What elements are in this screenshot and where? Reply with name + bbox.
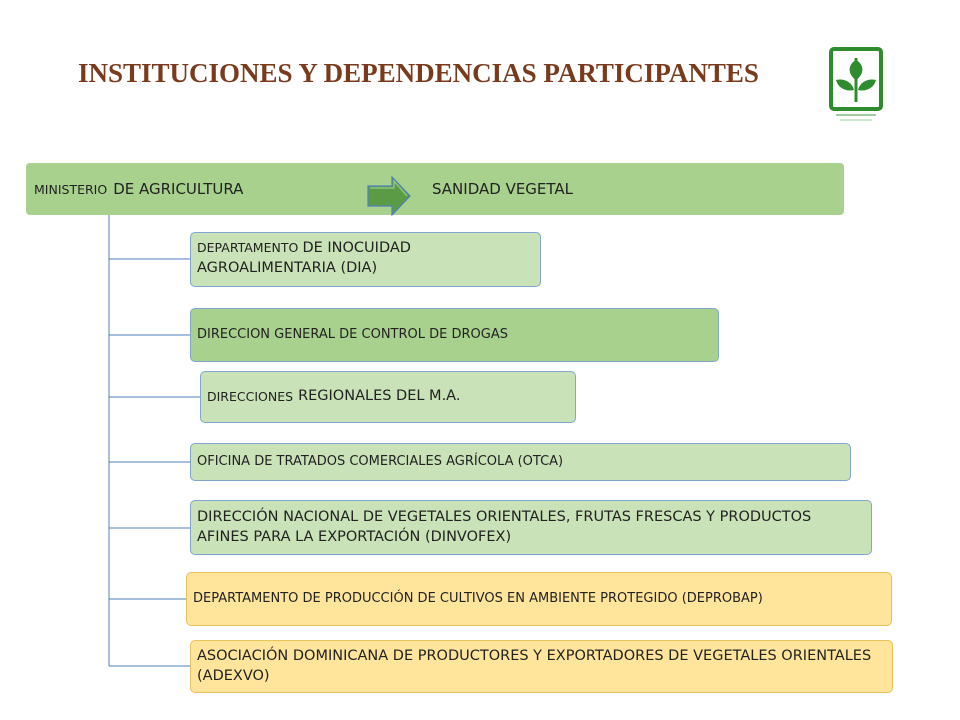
node-dinvofex [190,500,872,555]
root-main-label: DE AGRICULTURA [113,180,244,198]
node-dinvofex-label: DIRECCIÓN NACIONAL DE VEGETALES ORIENTALES, FRUTAS FRESCAS Y PRODUCTOS AFINES PARA LA EXPORTACIÓN (DINVOFEX) [197,508,812,545]
node-adexvo [190,640,893,693]
page-title: INSTITUCIONES Y DEPENDENCIAS PARTICIPANTES [78,58,759,88]
right-arrow-icon [366,176,412,216]
node-direcciones-prefix: DIRECCIONES [207,388,294,404]
node-deprobap [186,572,892,626]
node-deprobap-label: DEPARTAMENTO DE PRODUCCIÓN DE CULTIVOS EN AMBIENTE PROTEGIDO (DEPROBAP) [193,591,763,607]
node-control-drogas [190,308,719,362]
node-direcciones-rest: REGIONALES DEL M.A. [298,388,461,405]
node-dia-line2: AGROALIMENTARIA (DIA) [197,259,378,276]
root-prefix: MINISTERIO [34,181,108,197]
leaf-logo-icon [828,46,884,124]
node-direcciones-regionales [200,371,576,423]
node-dia [190,232,541,287]
node-control-drogas-label: DIRECCION GENERAL DE CONTROL DE DROGAS [197,327,508,343]
node-adexvo-label: ASOCIACIÓN DOMINICANA DE PRODUCTORES Y EXPORTADORES DE VEGETALES ORIENTALES (ADEXVO) [197,647,872,684]
node-otca [190,443,851,481]
node-otca-label: OFICINA DE TRATADOS COMERCIALES AGRÍCOLA (OTCA) [197,454,564,470]
root-target-label: SANIDAD VEGETAL [432,180,574,198]
node-dia-prefix: DEPARTAMENTO [197,240,299,255]
node-dia-rest: DE INOCUIDAD [302,240,411,256]
root-node-ministerio [26,163,844,215]
